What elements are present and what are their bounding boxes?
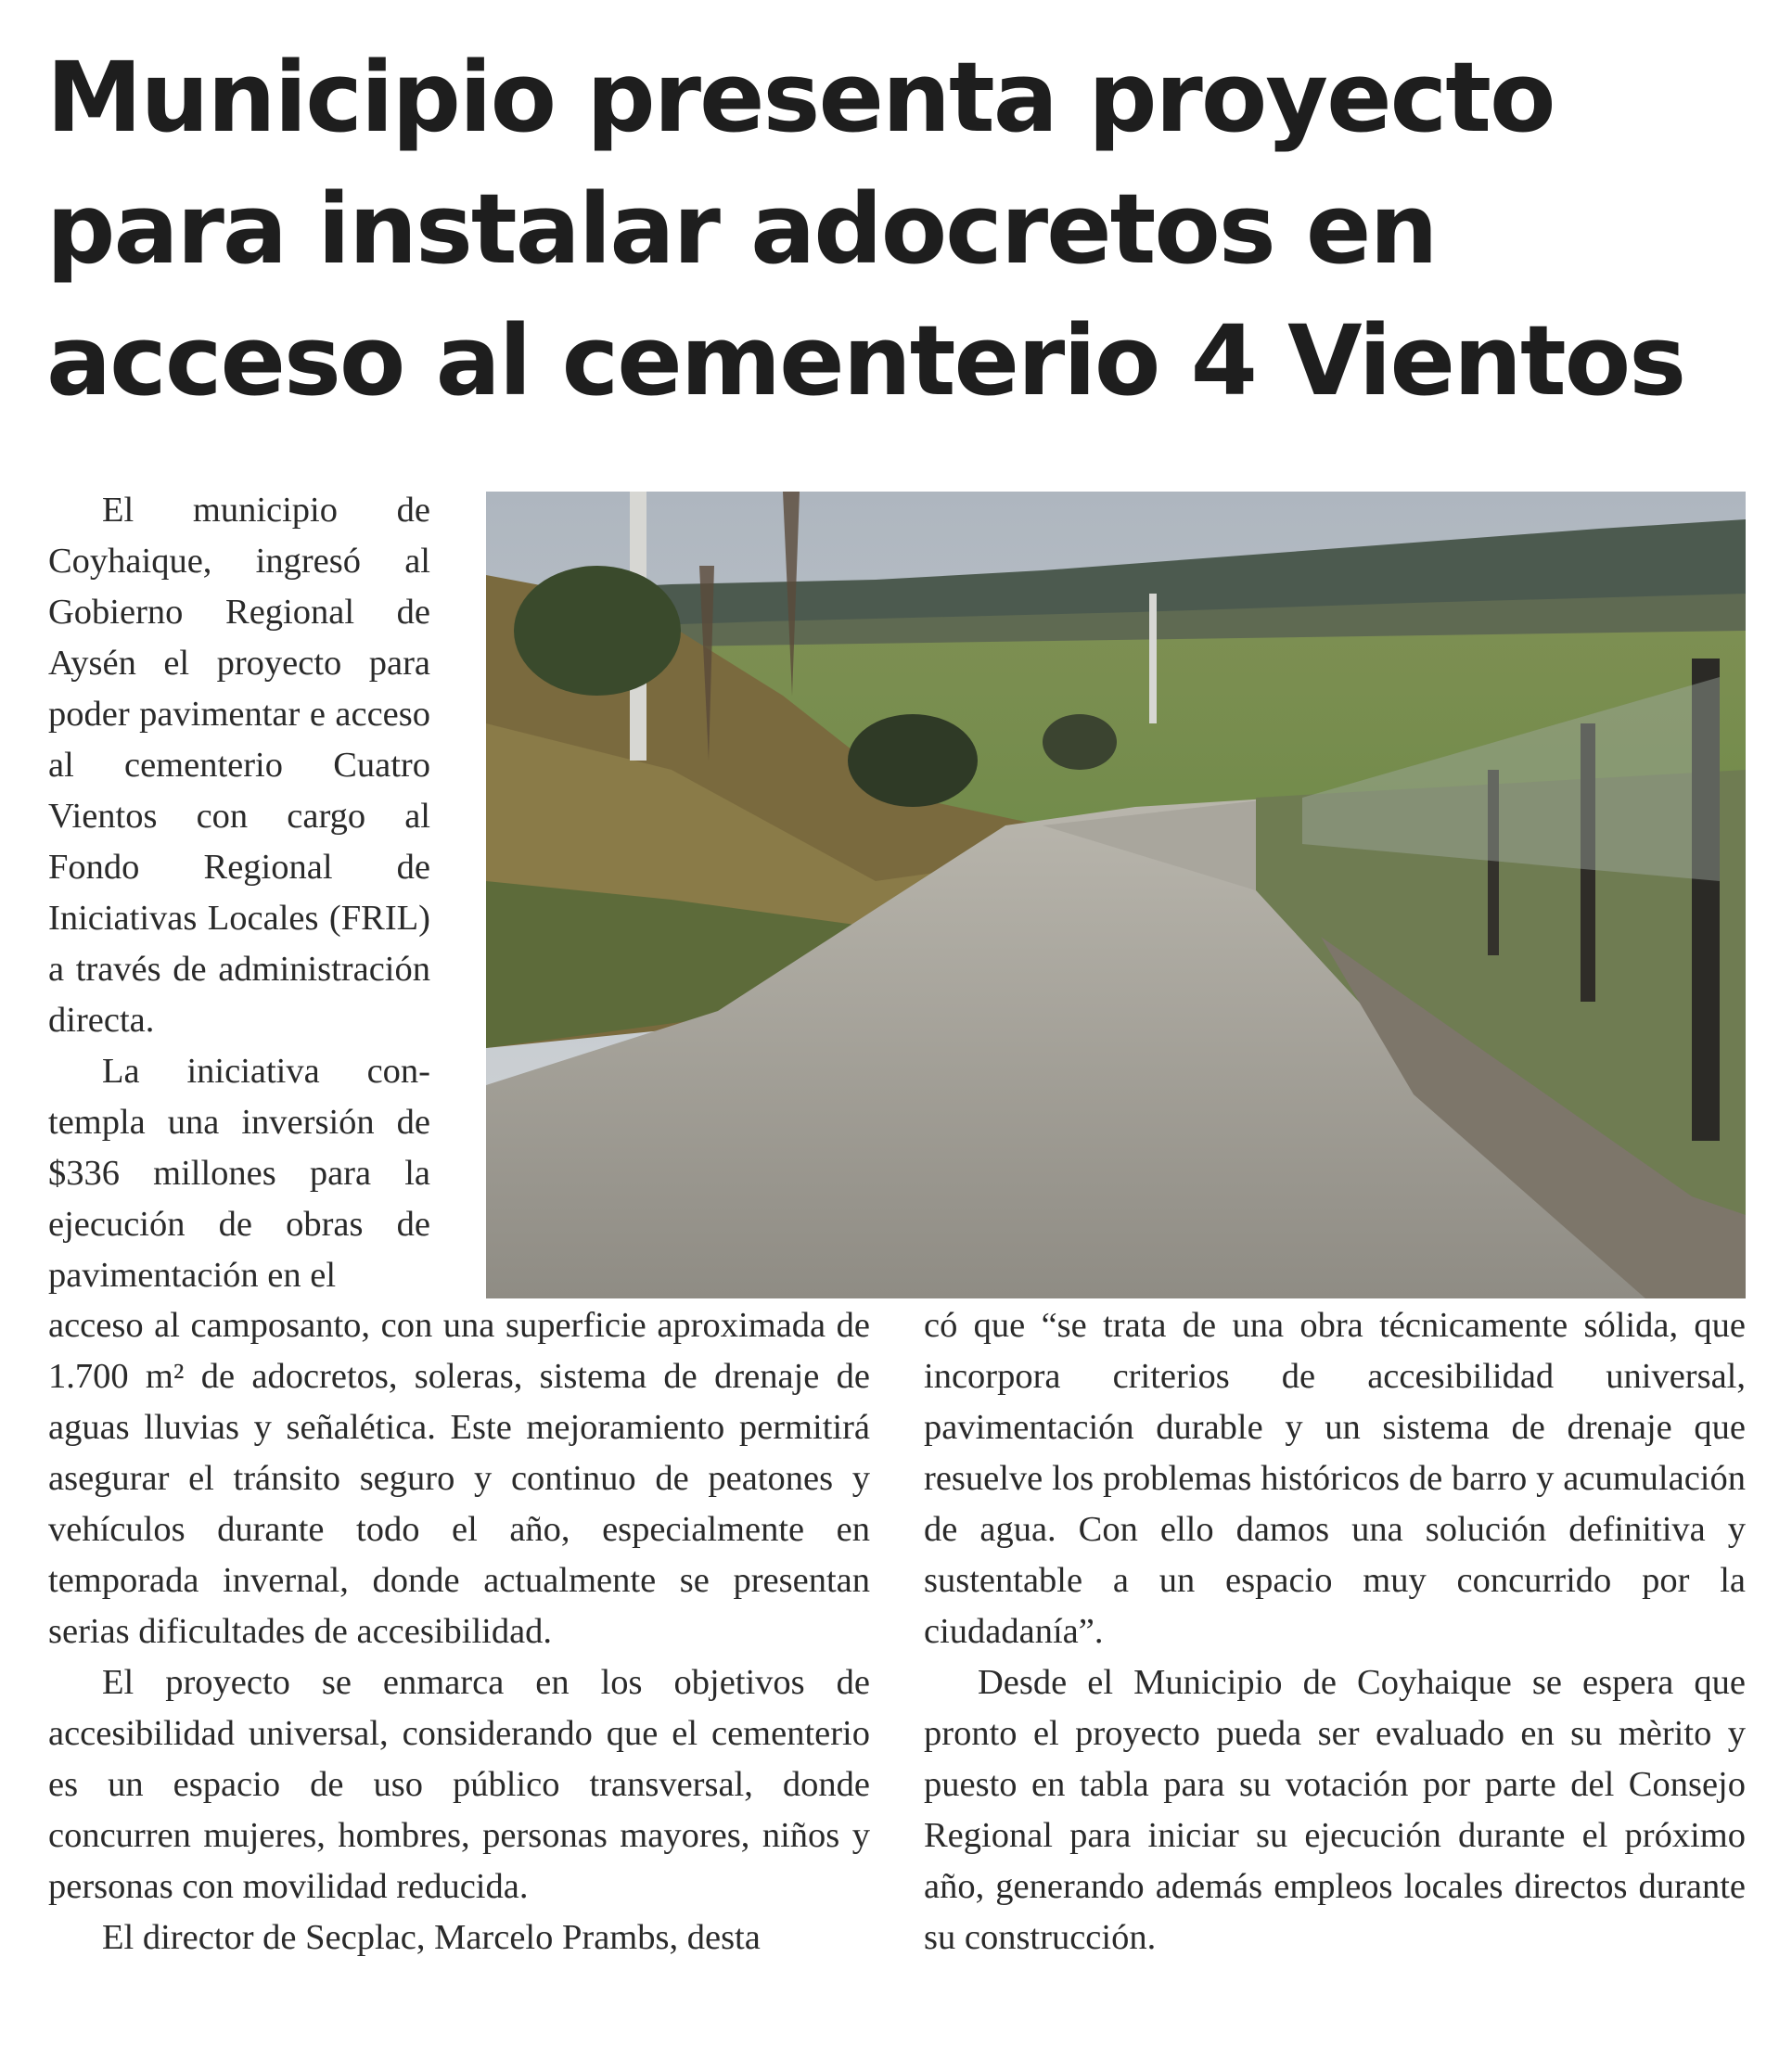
paragraph-director-quote: có que “se trata de una obra técnicamente sólida, que incorpora criterios de accesibilidad universal, pavimentación durable y un sistema de drenaje que resuelve los problemas históricos de barro y acumulación de agua. Con ello damos una solución definitiva y sustentable a un espacio muy concurrido por la ciudadanía”.: [924, 1306, 1746, 1651]
article-column-right: [924, 1300, 1746, 1963]
article-photo: [486, 492, 1746, 1298]
headline: Municipio presenta proyecto para instalar adocretos en acceso al cementerio 4 Vientos: [46, 41, 1685, 417]
paragraph-director-start: El director de Secplac, Marcelo Prambs, desta: [102, 1918, 761, 1957]
article-column-narrow: [48, 485, 430, 1301]
road-landscape-photo: [486, 492, 1746, 1298]
paragraph-investment-continued: acceso al camposanto, con una superficie aproximada de 1.700 m² de adocretos, soleras, sistema de drenaje de aguas lluvias y señalética. Este mejoramiento permitirá asegurar el tránsito seguro y continuo de peatones y vehículos durante todo el año, especialmente en temporada invernal, donde actualmente se presentan serias dificultades de accesibilidad.: [48, 1306, 870, 1651]
paragraph-investment-start: La iniciativa contempla una inversión de $336 millones para la ejecución de obras de pavimentación en el: [48, 1052, 430, 1295]
paragraph-closing: Desde el Municipio de Coyhaique se espera que pronto el proyecto pueda ser evaluado en su mèrito y puesto en tabla para su votación por parte del Consejo Regional para iniciar su ejecución durante el próximo año, generando además empleos locales directos durante su construcción.: [924, 1663, 1746, 1957]
article-column-left: [48, 1300, 870, 1963]
paragraph-accessibility: El proyecto se enmarca en los objetivos de accesibilidad universal, considerando que el cementerio es un espacio de uso público transversal, donde concurren mujeres, hombres, personas mayores, niños y personas con movilidad reducida.: [48, 1663, 870, 1906]
paragraph-intro: El municipio de Coyhaique, ingresó al Gobierno Regional de Aysén el proyecto para poder pavimentar e acceso al cementerio Cuatro Vientos con cargo al Fondo Regional de Iniciativas Locales (FRIL) a través de administración directa.: [48, 491, 430, 1040]
